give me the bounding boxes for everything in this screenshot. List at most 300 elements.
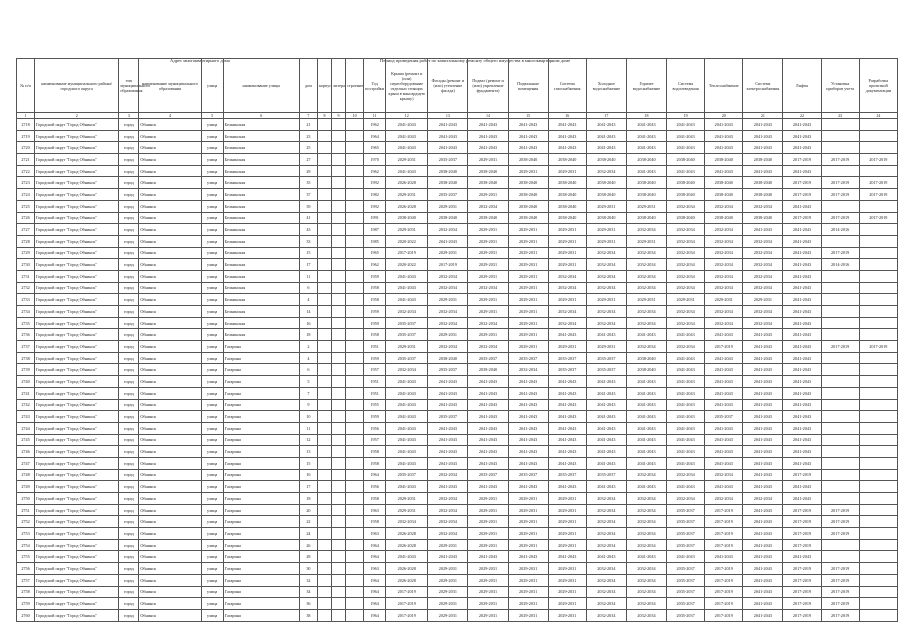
table-cell: 2041-2043 <box>548 376 586 388</box>
table-cell: 2041-2043 <box>783 422 821 434</box>
table-cell: 2746 <box>17 446 35 458</box>
table-cell: Гагарина <box>223 528 299 540</box>
table-cell <box>821 329 859 341</box>
table-cell: 2041-2043 <box>548 399 586 411</box>
table-cell: 2029-2031 <box>548 504 586 516</box>
table-cell: 2032-2034 <box>586 598 626 610</box>
table-row <box>17 282 898 294</box>
table-cell: Городской округ "Город Обнинск" <box>35 177 119 189</box>
table-cell: 34 <box>299 586 317 598</box>
table-cell: 2041-2043 <box>468 481 508 493</box>
table-cell: 2032-2034 <box>626 586 666 598</box>
table-cell: 2029-2031 <box>508 586 548 598</box>
table-cell: 2041-2043 <box>586 422 626 434</box>
table-cell: 2017-2019 <box>783 154 821 166</box>
table-cell: 1958 <box>364 493 386 505</box>
table-cell: 2751 <box>17 504 35 516</box>
table-cell: 2029-2031 <box>508 504 548 516</box>
table-cell <box>346 352 364 364</box>
table-cell: 2041-2043 <box>667 457 705 469</box>
table-row <box>17 294 898 306</box>
table-cell: 2032-2034 <box>386 516 428 528</box>
table-cell: 1962 <box>364 259 386 271</box>
table-cell: 2041-2043 <box>743 469 783 481</box>
table-cell <box>317 189 331 201</box>
table-cell: 1963 <box>364 528 386 540</box>
table-cell <box>332 516 346 528</box>
table-cell: 2041-2043 <box>783 341 821 353</box>
table-cell <box>346 200 364 212</box>
table-cell: 2029-2031 <box>508 247 548 259</box>
table-cell: улица <box>201 235 223 247</box>
table-cell: 2041-2043 <box>705 481 743 493</box>
table-cell <box>821 235 859 247</box>
table-cell <box>821 411 859 423</box>
table-cell: Городской округ "Город Обнинск" <box>35 539 119 551</box>
table-cell: улица <box>201 376 223 388</box>
table-cell: 1962 <box>364 165 386 177</box>
table-cell: 2038-2040 <box>508 177 548 189</box>
table-cell <box>317 341 331 353</box>
table-cell: 2041-2043 <box>783 481 821 493</box>
table-cell: 2041-2043 <box>548 457 586 469</box>
table-row <box>17 516 898 528</box>
table-cell <box>317 446 331 458</box>
table-cell <box>346 598 364 610</box>
table-cell: 23 <box>299 130 317 142</box>
table-cell: 43 <box>299 224 317 236</box>
table-cell: 2038-2040 <box>626 177 666 189</box>
table-cell: 2038-2040 <box>468 212 508 224</box>
table-cell: город <box>119 481 139 493</box>
table-cell: Городской округ "Город Обнинск" <box>35 247 119 259</box>
table-cell: 2032-2034 <box>548 282 586 294</box>
table-cell: 1958 <box>364 446 386 458</box>
table-cell: Городской округ "Город Обнинск" <box>35 387 119 399</box>
table-cell <box>859 457 897 469</box>
table-cell: 2035-2037 <box>667 516 705 528</box>
table-cell: Белкинская <box>223 282 299 294</box>
table-cell: город <box>119 119 139 131</box>
table-cell: 2041-2043 <box>705 434 743 446</box>
table-cell <box>332 504 346 516</box>
table-cell: 2041-2043 <box>667 119 705 131</box>
table-cell: 2032-2034 <box>667 224 705 236</box>
header-foundation: Подвал (ремонт и (или) укрепление фундамента) <box>468 59 508 113</box>
table-cell <box>332 177 346 189</box>
table-cell <box>346 224 364 236</box>
table-cell: Городской округ "Город Обнинск" <box>35 364 119 376</box>
table-cell: 15 <box>299 247 317 259</box>
table-cell: город <box>119 504 139 516</box>
table-cell: Гагарина <box>223 364 299 376</box>
table-cell <box>317 235 331 247</box>
table-cell: 2041-2043 <box>386 282 428 294</box>
table-cell: Обнинск <box>139 177 201 189</box>
table-cell: 2029-2031 <box>468 574 508 586</box>
table-cell: Городской округ "Город Обнинск" <box>35 352 119 364</box>
table-cell <box>859 235 897 247</box>
table-cell: 2020-2022 <box>386 235 428 247</box>
table-cell: 2029-2031 <box>548 586 586 598</box>
table-cell: 2029-2031 <box>428 200 468 212</box>
header-block: корпус <box>317 59 331 113</box>
table-cell: Обнинск <box>139 563 201 575</box>
table-cell <box>317 212 331 224</box>
table-cell: 2032-2034 <box>468 200 508 212</box>
table-cell: 2747 <box>17 457 35 469</box>
table-cell: 37 <box>299 189 317 201</box>
header-municipality: наименование муниципального района/городского округа <box>35 59 119 113</box>
table-cell: улица <box>201 306 223 318</box>
table-cell: 2041-2043 <box>743 434 783 446</box>
table-cell <box>821 422 859 434</box>
table-cell: 2038-2040 <box>626 352 666 364</box>
table-cell: 2035-2037 <box>667 586 705 598</box>
table-cell: 1959 <box>364 306 386 318</box>
table-cell: Гагарина <box>223 598 299 610</box>
table-cell: 2035-2037 <box>586 469 626 481</box>
table-cell: 2750 <box>17 493 35 505</box>
table-cell: 2029-2031 <box>468 539 508 551</box>
table-cell: 1964 <box>364 574 386 586</box>
table-cell: 2032-2034 <box>743 200 783 212</box>
table-cell: 2041-2043 <box>386 399 428 411</box>
table-cell: 2032-2034 <box>586 270 626 282</box>
table-cell: 2041-2043 <box>428 551 468 563</box>
table-cell <box>859 446 897 458</box>
table-cell: город <box>119 609 139 621</box>
table-cell: 2041-2043 <box>783 399 821 411</box>
table-cell: улица <box>201 469 223 481</box>
table-cell: 2041-2043 <box>508 130 548 142</box>
table-cell: Гагарина <box>223 539 299 551</box>
table-cell: 41 <box>299 212 317 224</box>
table-row <box>17 528 898 540</box>
table-cell <box>332 434 346 446</box>
table-row <box>17 352 898 364</box>
table-cell: 2041-2043 <box>626 446 666 458</box>
table-cell: 1962 <box>364 119 386 131</box>
table-row <box>17 189 898 201</box>
table-cell: 2753 <box>17 528 35 540</box>
table-cell: 2029-2031 <box>468 270 508 282</box>
table-cell <box>317 329 331 341</box>
table-cell: 12 <box>299 434 317 446</box>
table-cell: 2032-2034 <box>428 282 468 294</box>
table-cell: 2017-2019 <box>705 574 743 586</box>
table-cell: Белкинская <box>223 259 299 271</box>
table-cell <box>332 598 346 610</box>
table-cell: 2041-2043 <box>468 119 508 131</box>
table-cell: город <box>119 586 139 598</box>
table-cell: Гагарина <box>223 446 299 458</box>
table-cell: 2026-2028 <box>386 563 428 575</box>
table-cell: 2041-2043 <box>508 399 548 411</box>
table-cell: Обнинск <box>139 247 201 259</box>
table-cell: 2041-2043 <box>783 270 821 282</box>
table-cell <box>859 516 897 528</box>
table-cell: 1959 <box>364 411 386 423</box>
table-cell <box>859 598 897 610</box>
table-cell: улица <box>201 422 223 434</box>
table-cell <box>346 387 364 399</box>
table-cell: 2017-2019 <box>821 516 859 528</box>
column-number: 3 <box>119 113 139 119</box>
table-cell: 2029-2031 <box>468 609 508 621</box>
table-cell: 2041-2043 <box>705 130 743 142</box>
table-cell <box>332 563 346 575</box>
table-cell: 2041-2043 <box>783 411 821 423</box>
table-cell: 2029-2031 <box>468 154 508 166</box>
column-number: 16 <box>548 113 586 119</box>
table-cell: 2032-2034 <box>626 528 666 540</box>
table-cell: город <box>119 189 139 201</box>
table-cell: 2038-2040 <box>586 189 626 201</box>
table-cell: 1958 <box>364 457 386 469</box>
table-cell: 2041-2043 <box>667 130 705 142</box>
table-row <box>17 411 898 423</box>
table-cell <box>859 352 897 364</box>
table-cell: 2756 <box>17 563 35 575</box>
table-cell <box>346 154 364 166</box>
table-cell: 2733 <box>17 294 35 306</box>
table-cell: 2035-2037 <box>667 563 705 575</box>
table-cell <box>346 434 364 446</box>
table-cell: 2032-2034 <box>386 364 428 376</box>
table-cell <box>821 130 859 142</box>
table-cell: 36 <box>299 598 317 610</box>
table-cell: 2041-2043 <box>705 446 743 458</box>
table-cell: Городской округ "Город Обнинск" <box>35 306 119 318</box>
table-row <box>17 574 898 586</box>
table-cell: 2017-2019 <box>705 528 743 540</box>
address-group-title: Адрес многоквартирного дома <box>170 58 230 63</box>
table-cell <box>332 329 346 341</box>
table-cell: 2738 <box>17 352 35 364</box>
table-cell: 2032-2034 <box>548 317 586 329</box>
table-cell: 2017-2019 <box>821 247 859 259</box>
header-house: дом <box>299 59 317 113</box>
header-gas: Система газоснабжения <box>548 59 586 113</box>
table-cell: 2032-2034 <box>428 270 468 282</box>
table-cell: 2032-2034 <box>705 224 743 236</box>
table-cell: 2029-2031 <box>508 609 548 621</box>
table-row <box>17 317 898 329</box>
table-cell <box>332 457 346 469</box>
column-number: 17 <box>586 113 626 119</box>
table-cell: 9 <box>299 399 317 411</box>
table-cell: 2029-2031 <box>468 563 508 575</box>
table-cell: 2041-2043 <box>743 504 783 516</box>
table-cell <box>346 493 364 505</box>
table-cell: 2041-2043 <box>626 434 666 446</box>
table-cell: Гагарина <box>223 457 299 469</box>
table-cell <box>332 422 346 434</box>
table-cell <box>821 294 859 306</box>
table-cell: Городской округ "Город Обнинск" <box>35 469 119 481</box>
table-cell: улица <box>201 270 223 282</box>
table-cell: Городской округ "Город Обнинск" <box>35 119 119 131</box>
table-cell: 2041-2043 <box>783 434 821 446</box>
table-cell: 15 <box>299 457 317 469</box>
table-cell: 2017-2019 <box>821 177 859 189</box>
table-cell: 2041-2043 <box>508 551 548 563</box>
table-cell: город <box>119 551 139 563</box>
table-cell: 2026-2028 <box>386 177 428 189</box>
table-cell: 2041-2043 <box>743 387 783 399</box>
table-cell: 2032-2034 <box>743 317 783 329</box>
table-cell: 2041-2043 <box>586 399 626 411</box>
table-cell: город <box>119 411 139 423</box>
table-cell: 2032-2034 <box>428 493 468 505</box>
table-cell: Гагарина <box>223 516 299 528</box>
table-cell: улица <box>201 154 223 166</box>
table-cell: 2041-2043 <box>705 376 743 388</box>
table-cell: 2041-2043 <box>386 165 428 177</box>
table-cell: Гагарина <box>223 493 299 505</box>
table-cell: 2032-2034 <box>626 516 666 528</box>
table-cell: улица <box>201 609 223 621</box>
table-cell: Обнинск <box>139 469 201 481</box>
table-cell <box>317 457 331 469</box>
table-cell: 2038-2040 <box>667 212 705 224</box>
table-cell: город <box>119 177 139 189</box>
table-cell: 2758 <box>17 586 35 598</box>
table-cell: 2032-2034 <box>705 247 743 259</box>
table-cell: 2736 <box>17 329 35 341</box>
table-cell: 2038-2040 <box>468 177 508 189</box>
table-cell: город <box>119 422 139 434</box>
table-cell: 2032-2034 <box>705 493 743 505</box>
table-cell: 2017-2019 <box>783 598 821 610</box>
table-cell: 1964 <box>364 469 386 481</box>
table-cell: улица <box>201 574 223 586</box>
table-cell <box>332 189 346 201</box>
table-cell: 2026-2028 <box>386 200 428 212</box>
table-cell: Обнинск <box>139 457 201 469</box>
table-cell: 2029-2031 <box>743 294 783 306</box>
table-cell: 2017-2019 <box>705 563 743 575</box>
table-cell: улица <box>201 539 223 551</box>
table-cell <box>317 376 331 388</box>
table-cell: 2041-2043 <box>468 446 508 458</box>
table-cell: 1957 <box>364 364 386 376</box>
table-cell: 2029-2031 <box>468 294 508 306</box>
column-number: 21 <box>743 113 783 119</box>
header-street-name: наименование улицы <box>223 59 299 113</box>
table-cell <box>317 516 331 528</box>
table-cell: 2029-2031 <box>508 598 548 610</box>
table-cell: 2029-2031 <box>586 235 626 247</box>
table-cell: 2041-2043 <box>386 387 428 399</box>
table-cell: 39 <box>299 200 317 212</box>
period-group-title: Период проведения работ по капитальному ремонту общего имущества в многоквартирном доме <box>380 58 571 63</box>
table-cell: 2041-2043 <box>743 609 783 621</box>
table-cell: город <box>119 539 139 551</box>
table-cell: 2041-2043 <box>743 551 783 563</box>
table-cell: 2041-2043 <box>667 399 705 411</box>
header-metering: Установка приборов учета <box>821 59 859 113</box>
table-cell: 2041-2043 <box>743 528 783 540</box>
table-cell: 2032-2034 <box>626 341 666 353</box>
table-cell <box>332 411 346 423</box>
table-cell: 2029-2031 <box>548 563 586 575</box>
table-cell: 2029-2031 <box>548 247 586 259</box>
table-row <box>17 563 898 575</box>
table-cell <box>346 574 364 586</box>
table-cell: 2041-2043 <box>743 341 783 353</box>
table-cell: 2041-2043 <box>783 387 821 399</box>
table-cell: 2038-2040 <box>548 154 586 166</box>
table-cell: Гагарина <box>223 422 299 434</box>
table-cell: 2041-2043 <box>783 282 821 294</box>
table-cell: 2041-2043 <box>386 446 428 458</box>
table-cell: 2017-2019 <box>705 586 743 598</box>
table-row <box>17 165 898 177</box>
table-cell <box>821 434 859 446</box>
table-cell: 2038-2040 <box>586 154 626 166</box>
table-cell <box>346 119 364 131</box>
table-cell: 2041-2043 <box>508 481 548 493</box>
table-cell: 2032-2034 <box>586 609 626 621</box>
column-number: 11 <box>364 113 386 119</box>
table-cell <box>859 493 897 505</box>
header-design: Разработка проектной документации <box>859 59 897 113</box>
table-cell: город <box>119 352 139 364</box>
table-cell <box>332 376 346 388</box>
table-cell: улица <box>201 504 223 516</box>
table-cell: 2029-2031 <box>508 294 548 306</box>
table-cell: город <box>119 165 139 177</box>
table-cell: улица <box>201 481 223 493</box>
table-cell: город <box>119 387 139 399</box>
table-cell: 2032-2034 <box>743 306 783 318</box>
table-cell: 2032-2034 <box>626 598 666 610</box>
table-cell: улица <box>201 259 223 271</box>
table-cell <box>859 165 897 177</box>
table-cell: 2726 <box>17 212 35 224</box>
table-cell: Обнинск <box>139 119 201 131</box>
table-cell: Гагарина <box>223 434 299 446</box>
table-cell <box>317 422 331 434</box>
table-cell: Гагарина <box>223 551 299 563</box>
table-cell: 2029-2031 <box>548 341 586 353</box>
table-cell: 2032-2034 <box>705 235 743 247</box>
table-cell <box>821 493 859 505</box>
table-cell: 1964 <box>364 586 386 598</box>
table-cell: 2032-2034 <box>626 539 666 551</box>
table-cell: улица <box>201 130 223 142</box>
table-cell: Гагарина <box>223 609 299 621</box>
table-cell: Обнинск <box>139 282 201 294</box>
table-cell: 2041-2043 <box>468 130 508 142</box>
table-cell <box>346 177 364 189</box>
table-cell: Обнинск <box>139 481 201 493</box>
table-cell: 2041-2043 <box>586 481 626 493</box>
table-cell: Белкинская <box>223 317 299 329</box>
table-cell: 2032-2034 <box>586 539 626 551</box>
table-cell: Обнинск <box>139 422 201 434</box>
table-cell <box>332 247 346 259</box>
table-cell: Обнинск <box>139 294 201 306</box>
table-cell: 2724 <box>17 189 35 201</box>
table-cell: 2041-2043 <box>468 457 508 469</box>
table-cell: 2029-2031 <box>468 235 508 247</box>
table-cell: Гагарина <box>223 469 299 481</box>
table-cell: 2032-2034 <box>626 563 666 575</box>
table-cell: Белкинская <box>223 270 299 282</box>
